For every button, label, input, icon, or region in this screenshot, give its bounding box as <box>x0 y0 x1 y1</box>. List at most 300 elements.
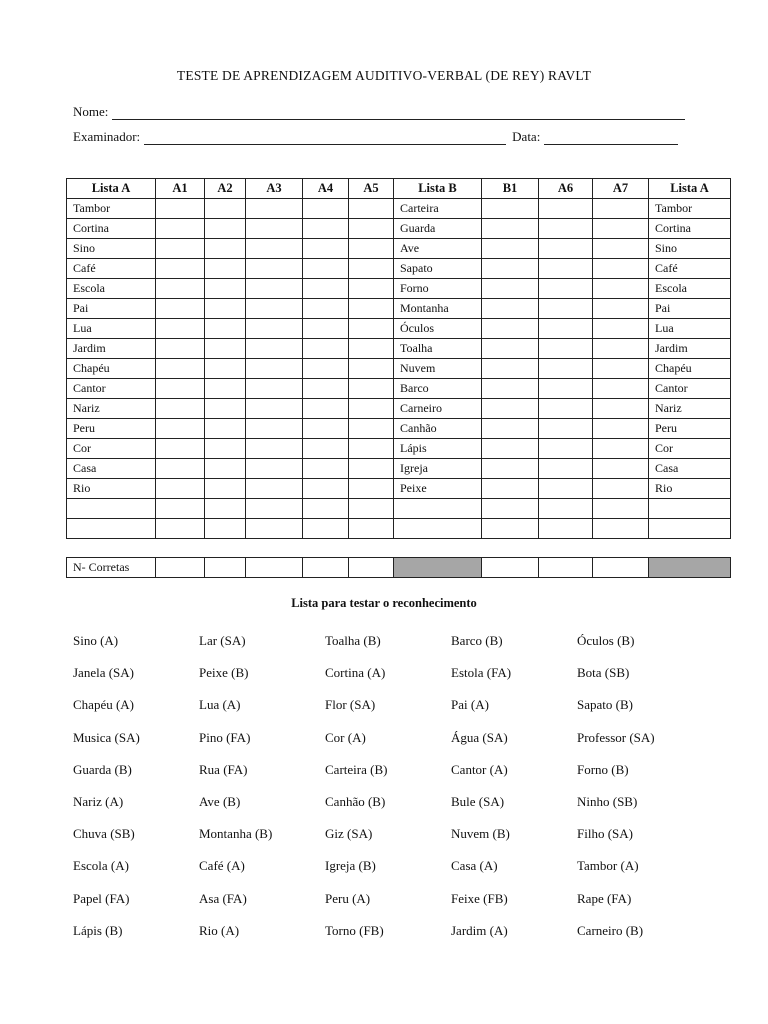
score-cell[interactable] <box>482 379 539 399</box>
score-cell[interactable] <box>246 279 303 299</box>
recognition-title: Lista para testar o reconhecimento <box>291 596 477 610</box>
score-cell[interactable] <box>156 259 205 279</box>
table-row <box>67 219 731 239</box>
lista-a-word: Escola <box>649 279 731 299</box>
recognition-item: Guarda (B) <box>73 761 132 777</box>
recognition-item: Lar (SA) <box>199 633 246 648</box>
recognition-row <box>73 665 713 697</box>
score-cell[interactable] <box>349 299 394 319</box>
score-cell[interactable] <box>593 459 649 479</box>
recognition-item: Asa (FA) <box>199 890 247 906</box>
score-cell[interactable] <box>156 499 205 519</box>
recognition-item: Água (SA) <box>451 729 508 745</box>
score-cell[interactable] <box>246 459 303 479</box>
recognition-item: Estola (FA) <box>451 665 512 681</box>
score-cell[interactable] <box>246 199 303 219</box>
recognition-item: Rape (FA) <box>577 890 632 906</box>
lista-b-word: Peixe <box>394 479 482 499</box>
recognition-item: Pino (FA) <box>199 729 251 745</box>
lista-a-word: Lua <box>67 319 156 339</box>
lista-a-word: Nariz <box>649 399 731 419</box>
correct-count-cell[interactable] <box>349 558 394 578</box>
lista-a-word: Cor <box>649 439 731 459</box>
lista-b-word: Carteira <box>394 199 482 219</box>
score-cell[interactable] <box>205 499 246 519</box>
header-cell: A4 <box>303 179 349 199</box>
recognition-item: Rio (A) <box>199 922 240 938</box>
score-cell[interactable] <box>482 199 539 219</box>
recognition-row <box>73 891 713 923</box>
score-cell[interactable] <box>349 239 394 259</box>
score-cell[interactable] <box>156 459 205 479</box>
score-cell[interactable] <box>303 259 349 279</box>
table-row <box>67 339 731 359</box>
score-cell[interactable] <box>205 419 246 439</box>
table-row <box>67 499 731 519</box>
score-cell[interactable] <box>303 279 349 299</box>
score-cell[interactable] <box>482 239 539 259</box>
nome-field-row <box>73 104 685 120</box>
score-cell[interactable] <box>246 419 303 439</box>
score-cell[interactable] <box>349 459 394 479</box>
score-cell[interactable] <box>593 259 649 279</box>
recognition-item: Sapato (B) <box>577 697 633 713</box>
score-cell[interactable] <box>482 279 539 299</box>
score-cell[interactable] <box>593 399 649 419</box>
score-cell[interactable] <box>482 479 539 499</box>
score-cell[interactable] <box>593 339 649 359</box>
nome-label: Nome: <box>73 104 109 119</box>
score-cell[interactable] <box>593 379 649 399</box>
lista-a-word: Jardim <box>67 339 156 359</box>
score-cell[interactable] <box>246 519 303 539</box>
lista-a-word: Cortina <box>67 219 156 239</box>
recognition-item: Canhão (B) <box>325 793 386 809</box>
header-cell: A6 <box>539 179 593 199</box>
score-cell[interactable] <box>593 359 649 379</box>
score-cell[interactable] <box>539 219 593 239</box>
score-cell[interactable] <box>593 239 649 259</box>
score-cell[interactable] <box>349 419 394 439</box>
score-cell[interactable] <box>539 459 593 479</box>
score-cell[interactable] <box>394 499 482 519</box>
recognition-item: Toalha (B) <box>325 633 381 648</box>
recognition-item: Cor (A) <box>325 729 366 745</box>
score-cell[interactable] <box>649 499 731 519</box>
lista-a-word: Cortina <box>649 219 731 239</box>
ravlt-table <box>66 178 731 539</box>
score-cell[interactable] <box>482 459 539 479</box>
score-cell[interactable] <box>205 399 246 419</box>
score-cell[interactable] <box>349 219 394 239</box>
score-cell[interactable] <box>205 439 246 459</box>
score-cell[interactable] <box>349 279 394 299</box>
score-cell[interactable] <box>246 359 303 379</box>
recognition-item: Lápis (B) <box>73 922 123 938</box>
correct-count-cell[interactable] <box>539 558 593 578</box>
score-cell[interactable] <box>205 199 246 219</box>
score-cell[interactable] <box>156 239 205 259</box>
score-cell[interactable] <box>156 199 205 219</box>
lista-a-word: Tambor <box>67 199 156 219</box>
correct-count-cell[interactable] <box>593 558 649 578</box>
score-cell[interactable] <box>394 519 482 539</box>
score-cell[interactable] <box>482 499 539 519</box>
score-cell[interactable] <box>156 479 205 499</box>
score-cell[interactable] <box>349 479 394 499</box>
score-cell[interactable] <box>156 339 205 359</box>
score-cell[interactable] <box>205 219 246 239</box>
recognition-item: Nuvem (B) <box>451 826 510 842</box>
lista-a-word: Pai <box>67 299 156 319</box>
correct-count-cell[interactable] <box>303 558 349 578</box>
page-title: TESTE DE APRENDIZAGEM AUDITIVO-VERBAL (DE REY) RAVLT <box>176 68 592 83</box>
score-cell[interactable] <box>593 519 649 539</box>
score-cell[interactable] <box>205 319 246 339</box>
table-row <box>67 319 731 339</box>
lista-b-word: Lápis <box>394 439 482 459</box>
score-cell[interactable] <box>349 379 394 399</box>
shaded-cell <box>649 558 731 578</box>
lista-a-word: Chapéu <box>649 359 731 379</box>
score-cell[interactable] <box>303 319 349 339</box>
score-cell[interactable] <box>156 519 205 539</box>
recognition-item: Carteira (B) <box>325 761 388 777</box>
recognition-item: Cortina (A) <box>325 665 386 681</box>
recognition-item: Pai (A) <box>451 697 489 713</box>
recognition-item: Forno (B) <box>577 761 629 777</box>
nome-field[interactable] <box>112 107 685 120</box>
recognition-item: Peru (A) <box>325 890 371 906</box>
lista-b-word: Barco <box>394 379 482 399</box>
score-cell[interactable] <box>539 239 593 259</box>
recognition-item: Montanha (B) <box>199 826 273 842</box>
header-cell: A5 <box>349 179 394 199</box>
score-cell[interactable] <box>156 359 205 379</box>
recognition-item: Bota (SB) <box>577 665 630 681</box>
correct-count-cell[interactable] <box>156 558 205 578</box>
score-cell[interactable] <box>482 359 539 379</box>
lista-b-word: Canhão <box>394 419 482 439</box>
table-row <box>67 459 731 479</box>
lista-b-word: Igreja <box>394 459 482 479</box>
recognition-item: Óculos (B) <box>577 633 635 648</box>
score-cell[interactable] <box>539 499 593 519</box>
recognition-row <box>73 762 713 794</box>
recognition-item: Musica (SA) <box>73 729 140 745</box>
score-cell[interactable] <box>303 459 349 479</box>
recognition-row <box>73 858 713 890</box>
score-cell[interactable] <box>205 359 246 379</box>
data-label: Data: <box>512 129 541 144</box>
recognition-item: Café (A) <box>199 858 245 874</box>
table-row <box>67 199 731 219</box>
lista-a-word: Cantor <box>649 379 731 399</box>
score-cell[interactable] <box>303 519 349 539</box>
score-cell[interactable] <box>205 259 246 279</box>
score-cell[interactable] <box>246 239 303 259</box>
lista-b-word: Guarda <box>394 219 482 239</box>
recognition-item: Professor (SA) <box>577 729 655 745</box>
header-cell: B1 <box>482 179 539 199</box>
score-cell[interactable] <box>303 419 349 439</box>
score-cell[interactable] <box>349 199 394 219</box>
score-cell[interactable] <box>303 199 349 219</box>
score-cell[interactable] <box>482 519 539 539</box>
score-cell[interactable] <box>246 339 303 359</box>
recognition-item: Carneiro (B) <box>577 922 644 938</box>
recognition-row <box>73 826 713 858</box>
score-cell[interactable] <box>246 299 303 319</box>
score-cell[interactable] <box>156 279 205 299</box>
recognition-item: Casa (A) <box>451 858 498 874</box>
examinador-label: Examinador: <box>73 129 141 144</box>
header-cell: A1 <box>156 179 205 199</box>
score-cell[interactable] <box>67 519 156 539</box>
lista-a-word: Escola <box>67 279 156 299</box>
table-row <box>67 439 731 459</box>
score-cell[interactable] <box>593 499 649 519</box>
score-cell[interactable] <box>156 319 205 339</box>
score-cell[interactable] <box>539 359 593 379</box>
score-cell[interactable] <box>539 399 593 419</box>
lista-a-word: Lua <box>649 319 731 339</box>
score-cell[interactable] <box>349 499 394 519</box>
score-cell[interactable] <box>246 319 303 339</box>
score-cell[interactable] <box>482 299 539 319</box>
table-row <box>67 519 731 539</box>
recognition-list <box>73 633 713 955</box>
table-row <box>67 479 731 499</box>
header-cell: Lista A <box>649 179 731 199</box>
score-cell[interactable] <box>246 399 303 419</box>
recognition-item: Chuva (SB) <box>73 826 135 842</box>
recognition-row <box>73 697 713 729</box>
table-row <box>67 299 731 319</box>
score-cell[interactable] <box>539 419 593 439</box>
score-cell[interactable] <box>349 439 394 459</box>
recognition-item: Peixe (B) <box>199 665 249 681</box>
lista-b-word: Toalha <box>394 339 482 359</box>
score-cell[interactable] <box>303 499 349 519</box>
lista-a-word: Cor <box>67 439 156 459</box>
score-cell[interactable] <box>303 479 349 499</box>
score-cell[interactable] <box>482 399 539 419</box>
header-cell: A2 <box>205 179 246 199</box>
recognition-item: Sino (A) <box>73 633 119 648</box>
lista-a-word: Rio <box>67 479 156 499</box>
score-cell[interactable] <box>303 439 349 459</box>
score-cell[interactable] <box>482 259 539 279</box>
score-cell[interactable] <box>246 439 303 459</box>
score-cell[interactable] <box>246 379 303 399</box>
recognition-item: Escola (A) <box>73 858 129 874</box>
score-cell[interactable] <box>205 279 246 299</box>
score-cell[interactable] <box>539 479 593 499</box>
score-cell[interactable] <box>156 219 205 239</box>
lista-b-word: Forno <box>394 279 482 299</box>
recognition-row <box>73 633 713 665</box>
correct-count-table <box>66 557 731 578</box>
score-cell[interactable] <box>593 479 649 499</box>
score-cell[interactable] <box>246 499 303 519</box>
table-row <box>67 279 731 299</box>
recognition-item: Filho (SA) <box>577 826 633 842</box>
recognition-item: Flor (SA) <box>325 697 376 713</box>
score-cell[interactable] <box>156 419 205 439</box>
recognition-item: Nariz (A) <box>73 793 124 809</box>
table-row <box>67 359 731 379</box>
score-cell[interactable] <box>205 519 246 539</box>
table-header-row <box>67 179 731 199</box>
recognition-item: Igreja (B) <box>325 858 376 874</box>
recognition-row <box>73 794 713 826</box>
lista-b-word: Sapato <box>394 259 482 279</box>
score-cell[interactable] <box>482 219 539 239</box>
score-cell[interactable] <box>349 339 394 359</box>
score-cell[interactable] <box>303 299 349 319</box>
recognition-item: Jardim (A) <box>451 922 508 938</box>
score-cell[interactable] <box>539 199 593 219</box>
lista-a-word: Tambor <box>649 199 731 219</box>
score-cell[interactable] <box>156 299 205 319</box>
score-cell[interactable] <box>482 419 539 439</box>
lista-b-word: Óculos <box>394 319 482 339</box>
score-cell[interactable] <box>349 319 394 339</box>
score-cell[interactable] <box>303 379 349 399</box>
score-cell[interactable] <box>539 339 593 359</box>
header-cell: A7 <box>593 179 649 199</box>
examinador-field[interactable] <box>144 132 506 145</box>
lista-a-word: Casa <box>649 459 731 479</box>
score-cell[interactable] <box>205 339 246 359</box>
score-cell[interactable] <box>205 459 246 479</box>
lista-a-word: Sino <box>67 239 156 259</box>
lista-a-word: Café <box>649 259 731 279</box>
lista-a-word: Sino <box>649 239 731 259</box>
recognition-item: Chapéu (A) <box>73 697 135 713</box>
lista-a-word: Rio <box>649 479 731 499</box>
lista-a-word: Casa <box>67 459 156 479</box>
recognition-item: Torno (FB) <box>325 922 384 938</box>
score-cell[interactable] <box>539 279 593 299</box>
recognition-item: Rua (FA) <box>199 761 248 777</box>
score-cell[interactable] <box>349 519 394 539</box>
score-cell[interactable] <box>539 439 593 459</box>
lista-b-word: Carneiro <box>394 399 482 419</box>
score-cell[interactable] <box>593 199 649 219</box>
score-cell[interactable] <box>349 259 394 279</box>
score-cell[interactable] <box>156 439 205 459</box>
score-cell[interactable] <box>649 519 731 539</box>
score-cell[interactable] <box>205 299 246 319</box>
data-field[interactable] <box>544 132 678 145</box>
recognition-item: Tambor (A) <box>577 858 639 874</box>
score-cell[interactable] <box>303 399 349 419</box>
examinador-field-row <box>73 129 678 145</box>
score-cell[interactable] <box>246 479 303 499</box>
shaded-cell <box>394 558 482 578</box>
lista-a-word: Chapéu <box>67 359 156 379</box>
score-cell[interactable] <box>67 499 156 519</box>
score-cell[interactable] <box>539 379 593 399</box>
table-row <box>67 379 731 399</box>
score-cell[interactable] <box>246 219 303 239</box>
score-cell[interactable] <box>539 299 593 319</box>
score-cell[interactable] <box>539 519 593 539</box>
score-cell[interactable] <box>593 439 649 459</box>
score-cell[interactable] <box>349 399 394 419</box>
lista-a-word: Peru <box>649 419 731 439</box>
score-cell[interactable] <box>539 319 593 339</box>
score-cell[interactable] <box>303 339 349 359</box>
lista-a-word: Jardim <box>649 339 731 359</box>
recognition-row <box>73 730 713 762</box>
score-cell[interactable] <box>246 259 303 279</box>
correct-count-cell[interactable] <box>482 558 539 578</box>
score-cell[interactable] <box>349 359 394 379</box>
lista-b-word: Ave <box>394 239 482 259</box>
score-cell[interactable] <box>156 379 205 399</box>
lista-a-word: Pai <box>649 299 731 319</box>
header-cell: Lista B <box>394 179 482 199</box>
lista-a-word: Nariz <box>67 399 156 419</box>
score-cell[interactable] <box>593 319 649 339</box>
recognition-item: Barco (B) <box>451 633 503 648</box>
score-cell[interactable] <box>593 419 649 439</box>
recognition-item: Lua (A) <box>199 697 241 713</box>
score-cell[interactable] <box>482 439 539 459</box>
score-cell[interactable] <box>303 219 349 239</box>
recognition-item: Papel (FA) <box>73 890 130 906</box>
lista-a-word: Café <box>67 259 156 279</box>
recognition-item: Ninho (SB) <box>577 793 638 809</box>
correct-count-cell[interactable] <box>246 558 303 578</box>
table-row <box>67 419 731 439</box>
score-cell[interactable] <box>205 479 246 499</box>
correct-count-row <box>67 558 731 578</box>
recognition-item: Cantor (A) <box>451 761 508 777</box>
score-cell[interactable] <box>303 359 349 379</box>
recognition-item: Bule (SA) <box>451 793 505 809</box>
lista-a-word: Cantor <box>67 379 156 399</box>
table-row <box>67 239 731 259</box>
score-cell[interactable] <box>593 299 649 319</box>
score-cell[interactable] <box>205 239 246 259</box>
recognition-row <box>73 923 713 955</box>
score-cell[interactable] <box>303 239 349 259</box>
score-cell[interactable] <box>482 319 539 339</box>
score-cell[interactable] <box>593 219 649 239</box>
recognition-item: Giz (SA) <box>325 826 373 842</box>
table-row <box>67 259 731 279</box>
header-cell: Lista A <box>67 179 156 199</box>
lista-b-word: Nuvem <box>394 359 482 379</box>
recognition-item: Ave (B) <box>199 793 241 809</box>
table-row <box>67 399 731 419</box>
lista-b-word: Montanha <box>394 299 482 319</box>
score-cell[interactable] <box>593 279 649 299</box>
lista-a-word: Peru <box>67 419 156 439</box>
recognition-item: Feixe (FB) <box>451 890 508 906</box>
score-cell[interactable] <box>539 259 593 279</box>
score-cell[interactable] <box>482 339 539 359</box>
score-cell[interactable] <box>156 399 205 419</box>
correct-count-cell[interactable] <box>205 558 246 578</box>
recognition-item: Janela (SA) <box>73 665 135 681</box>
correct-count-label: N- Corretas <box>67 558 156 578</box>
score-cell[interactable] <box>205 379 246 399</box>
